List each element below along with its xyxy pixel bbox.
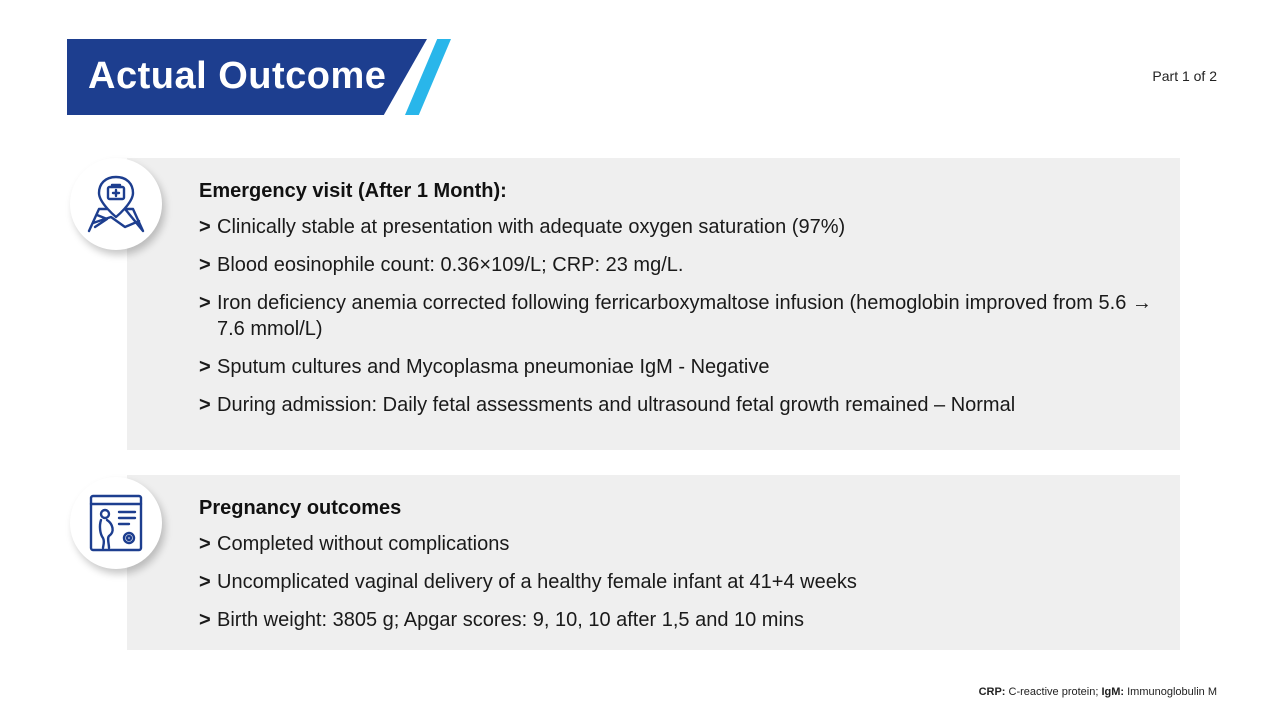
list-item: > Birth weight: 3805 g; Apgar scores: 9, 10, 10 after 1,5 and 10 mins xyxy=(199,609,805,631)
bullet-marker: > xyxy=(199,216,211,238)
bullet-marker: > xyxy=(199,571,211,593)
abbreviations-footnote: CRP: C-reactive protein; IgM: Immunoglobulin M xyxy=(978,686,1217,698)
pregnancy-outcomes-card xyxy=(127,475,1180,650)
bullet-marker: > xyxy=(199,394,211,416)
part-indicator: Part 1 of 2 xyxy=(1152,68,1217,84)
pregnancy-ultrasound-icon xyxy=(70,477,162,569)
bullet-marker: > xyxy=(199,533,211,555)
list-item: > Sputum cultures and Mycoplasma pneumoniae IgM - Negative xyxy=(199,356,770,378)
list-item: > Blood eosinophile count: 0.36×109/L; CRP: 23 mg/L. xyxy=(199,254,684,276)
section-heading: Pregnancy outcomes xyxy=(199,497,402,519)
list-item: > During admission: Daily fetal assessments and ultrasound fetal growth remained – Normal xyxy=(199,394,1016,416)
bullet-list xyxy=(199,214,1160,418)
list-item: > Clinically stable at presentation with adequate oxygen saturation (97%) xyxy=(199,216,846,238)
list-item: > Uncomplicated vaginal delivery of a healthy female infant at 41+4 weeks xyxy=(199,571,857,593)
bullet-marker: > xyxy=(199,292,211,314)
bullet-marker: > xyxy=(199,254,211,276)
bullet-marker: > xyxy=(199,609,211,631)
bullet-marker: > xyxy=(199,356,211,378)
section-heading: Emergency visit (After 1 Month): xyxy=(199,180,507,202)
list-item: > Iron deficiency anemia corrected following ferricarboxymaltose infusion (hemoglobin improved from 5.6 → 7.6 mmol/L) xyxy=(199,292,1152,340)
emergency-visit-card xyxy=(127,158,1180,450)
list-item: > Completed without complications xyxy=(199,533,510,555)
bullet-list xyxy=(199,531,1160,633)
medical-location-icon xyxy=(70,158,162,250)
page-title: Actual Outcome xyxy=(88,55,387,97)
